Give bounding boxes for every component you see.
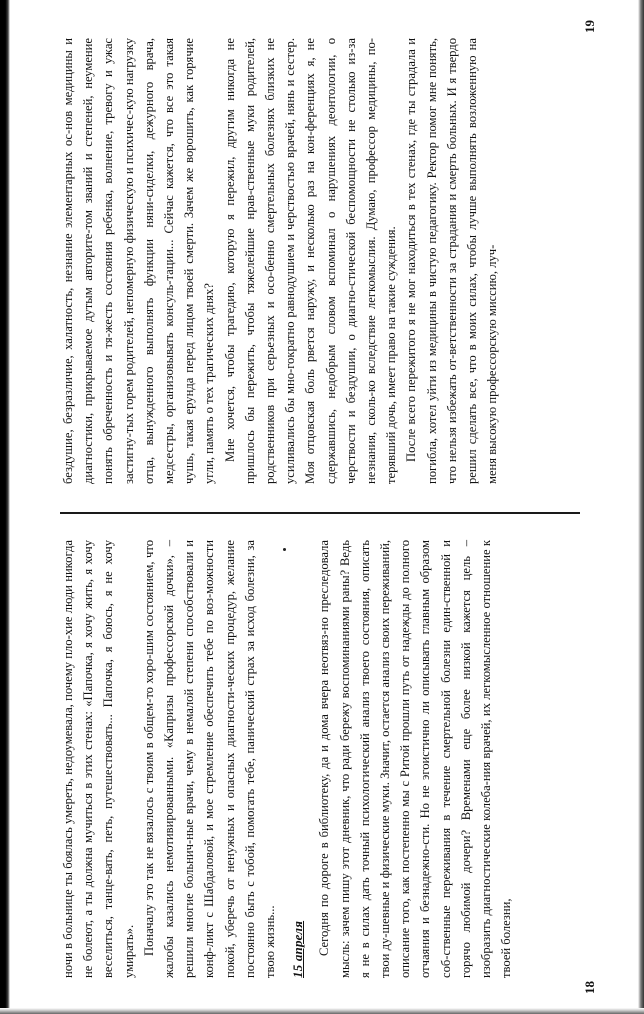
paragraph: бездушие, безразличие, халатность, незнание элементарных ос-нов медицины и диагностики, прикрываемое дутым авторите-том званий и степеней, неумение понять обреченность и тя-жесть состояния ребенка, волнение, тревогу и ужас застигну-тых горем родителей, непомерную физическую и психичес-кую нагрузку отца, вынужденного выполнять функции няни-сиделки, дежурного врача, медсестры, организовывать консуль-тации... Сейчас кажется, что все это такая чушь, такая ерунда перед лицом твоей смерти. Зачем же ворошить, как горячие угли, память о тех трагических днях? xyxy=(61,38,217,484)
scan-speck xyxy=(283,548,286,551)
paragraph: После всего пережитого я не мог находиться в тех стенах, где ты страдала и погибла, хотел уйти из медицины в чистую педагогику. Ректор помог мне понять, что нельзя избежать от-ветственности за страдания и смерть больных. И я твердо решил сделать все, что в моих силах, чтобы лучше выполнять возложенную на меня высокую профессорскую миссию, луч- xyxy=(404,38,500,484)
paragraph: Мне хочется, чтобы трагедию, которую я пережил, другим никогда не пришлось бы пережить, чтобы тяжелейшие нрав-ственные муки родителей, родственников при серьезных и осо-бенно смертельных болезнях близких не усиливались бы мно-гократно равнодушием и черствостью врачей, нянь и сестер. Моя отцовская боль рвется наружу, и несколько раз на кон-ференциях я, не сдержавшись, недобрым словом вспоминал о нарушениях деонтологии, о черствости и бездушии, о диагно-стической беспомощности не столько из-за незнания, сколь-ко вследствие легкомыслия. Думаю, профессор медицины, по-терявший дочь, имеет право на такие суждения. xyxy=(222,38,399,484)
left-page-text xyxy=(58,540,516,978)
page-number-left: 18 xyxy=(582,981,597,994)
left-page xyxy=(0,514,644,1014)
right-page-text xyxy=(58,38,502,484)
paragraph: Поначалу это так не вязалось с твоим в общем-то хоро-шим состоянием, что жалобы казались немотивированными. «Капризы профессорской дочки», – решили многие больнич-ные врачи, чему в немалой степени способствовали и конф-ликт с Шабдаловой, и мое стремление обеспечить тебе по воз-можности покой, уберечь от ненужных и опасных диагности-ческих процедур, желание постоянно быть с тобой, помогать тебе, панический страх за исход болезни, за твою жизнь... xyxy=(141,540,278,978)
paragraph: Сегодня по дороге в библиотеку, да и дома вчера неотвяз-но преследовала мысль: зачем пишу этот дневник, что ради бережу воспоминаниями раны? Ведь я не в силах дать точный психологический анализ твоего состояния, описать твои ду-шевные и физические муки. Значит, остается анализ своих переживаний, описание того, как постепенно мы с Ритой прошли путь от надежды до полного отчаяния и безнадежно-сти. Но не эгоистично ли описывать главным образом соб-ственные переживания в течение смертельной болезни един-ственной и горячо любимой дочери? Временами еще более низкой кажется цель – изобразить диагностические колеба-ния врачей, их легкомысленное отношение к твоей болезни, xyxy=(317,540,514,978)
page-number-right: 19 xyxy=(582,20,597,33)
date-heading: 15 апреля xyxy=(290,920,306,978)
paragraph: ночи в больнице ты боялась умереть, недоумевала, почему пло-хие люди никогда не болеют, а ты должна мучиться в этих стенах: «Папочка, я хочу жить, я хочу веселиться, танце-вать, петь, путешествовать... Папочка, я боюсь, я не хочу умирать». xyxy=(61,540,136,978)
